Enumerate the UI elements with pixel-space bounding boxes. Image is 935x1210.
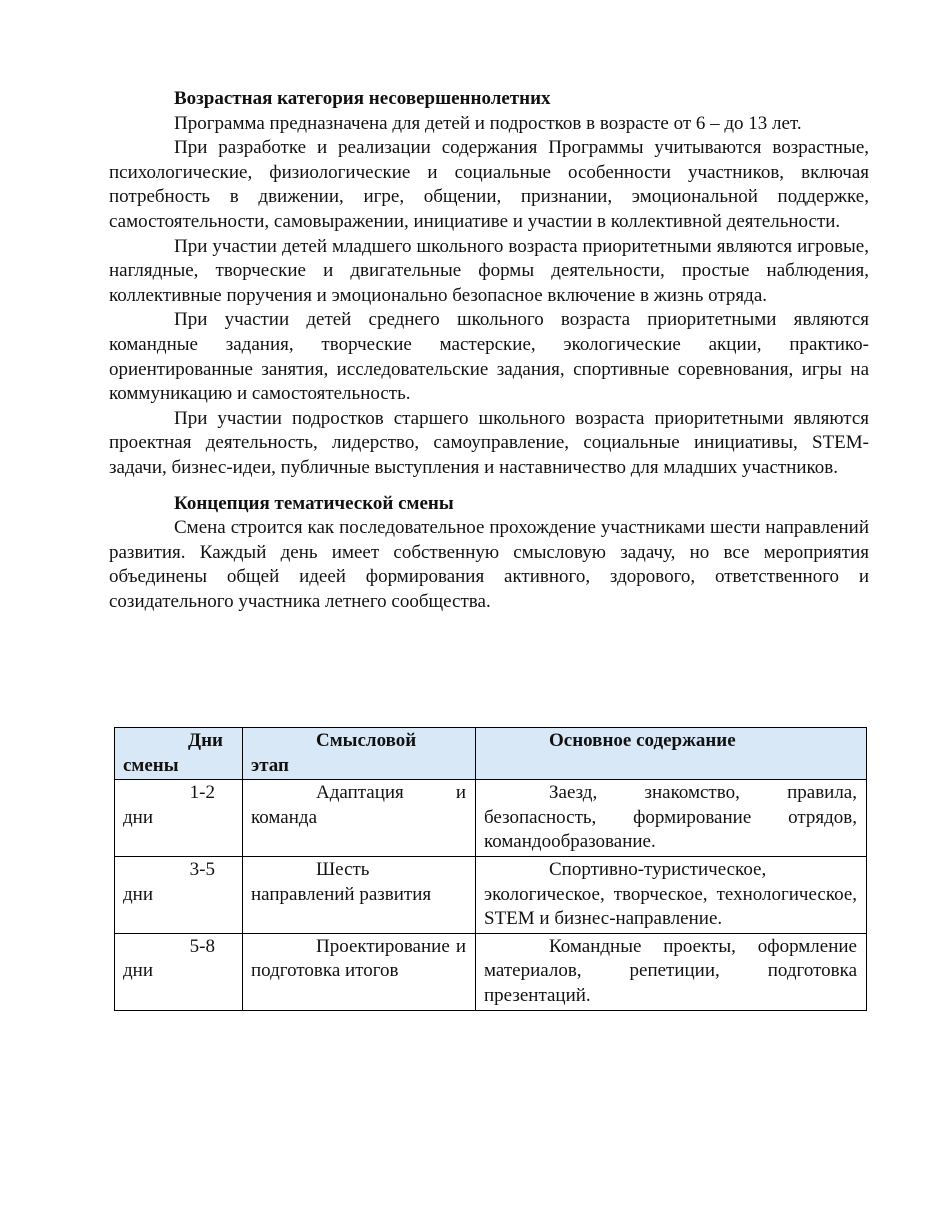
days-range: 3-5 [189,858,215,880]
stage-text: Проектирование и подготовка итогов [251,935,466,982]
header-days-line1: Дни [188,730,223,751]
days-cell [115,856,243,933]
stage-cell [243,933,476,1010]
stage-cell [243,856,476,933]
header-days-line2: смены [123,754,179,776]
days-range: 5-8 [189,935,215,957]
days-cell [115,780,243,857]
table-header-row [115,728,867,780]
paragraph-age-features: При разработке и реализации содержания Программы учитываются возрастные, психологические, физиологические и социальные особенности участников, включая потребность в движении, игре, общении, признании, эмоциональной поддержке, самостоятельности, самовыражении, инициативе и участии в коллективной деятельности. [109,137,869,232]
header-stage-line1: Смысловой [316,730,417,751]
paragraph-middle-age: При участии детей среднего школьного возраста приоритетными являются командные задания, творческие мастерские, экологические акции, практико-ориентированные занятия, исследовательские задания, спортивные соревнования, игры на коммуникацию и самостоятельность. [109,309,869,405]
header-content-label: Основное содержание [549,730,736,751]
section-spacer [109,481,869,492]
table-row [115,933,867,1010]
days-word: дни [123,960,154,982]
days-word: дни [123,883,154,905]
schedule-table [114,727,867,1011]
section-heading-age-category: Возрастная категория несовершеннолетних [174,88,551,109]
content-text: Командные проекты, оформление материалов, репетиции, подготовка презентаций. [484,935,857,1006]
days-cell [115,933,243,1010]
paragraph-concept: Смена строится как последовательное прохождение участниками шести направлений развития. Каждый день имеет собственную смысловую задачу, но все мероприятия объединены общей идеей формирования активного, здорового, ответственного и созидательного участника летнего сообщества. [109,517,869,612]
stage-text: Шесть направлений развития [251,858,432,905]
content-cell [476,933,867,1010]
header-stage-line2: этап [251,754,289,776]
content-cell [476,780,867,857]
days-word: дни [123,806,154,828]
content-cell [476,856,867,933]
content-text: Заезд, знакомство, правила, безопасность, формирование отрядов, командообразование. [484,782,857,853]
paragraph-age-range: Программа предназначена для детей и подростков в возрасте от 6 – до 13 лет. [174,112,802,134]
section-heading-concept: Концепция тематической смены [174,492,454,514]
paragraph-senior-age: При участии подростков старшего школьного возраста приоритетными являются проектная деятельность, лидерство, самоуправление, социальные инициативы, STEM-задачи, бизнес-идеи, публичные выступления и наставничество для младших участников. [109,407,869,478]
stage-text: Адаптация и команда [251,782,466,828]
table-row [115,780,867,857]
header-stage-cell [243,728,476,780]
header-content-cell [476,728,867,780]
document-body [109,87,869,614]
days-range: 1-2 [189,782,215,804]
table-row [115,856,867,933]
paragraph-junior-age: При участии детей младшего школьного возраста приоритетными являются игровые, наглядные, творческие и двигательные формы деятельности, простые наблюдения, коллективные поручения и эмоционально безопасное включение в жизнь отряда. [109,235,869,306]
content-text: Спортивно-туристическое, экологическое, творческое, технологическое, STEM и бизнес-направление. [484,858,857,930]
header-days-cell [115,728,243,780]
stage-cell [243,780,476,857]
